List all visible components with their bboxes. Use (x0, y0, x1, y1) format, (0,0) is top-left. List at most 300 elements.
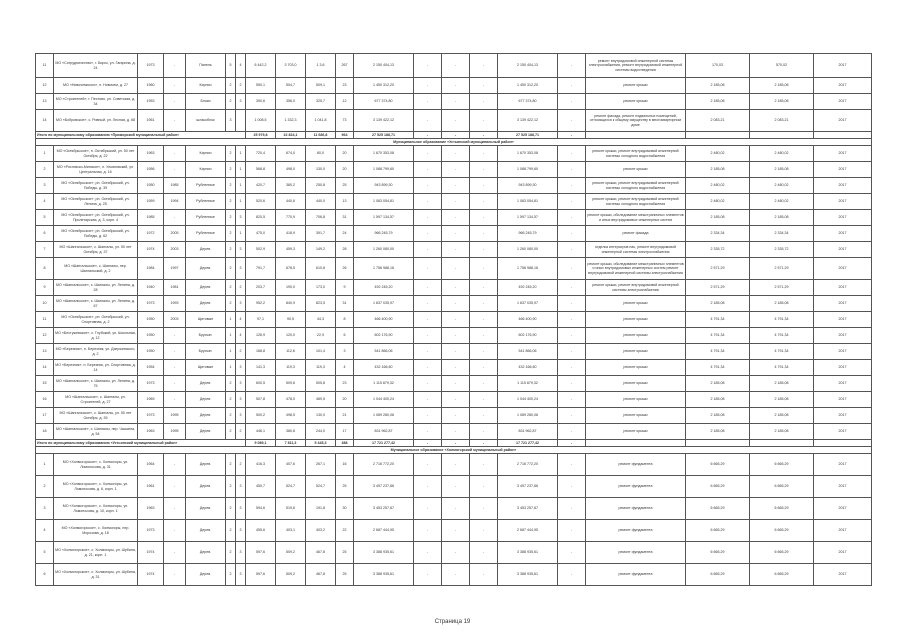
cell-cost: 1 115 879,32 (354, 376, 414, 392)
total-row (36, 132, 872, 139)
cell-c3: - (442, 360, 470, 376)
cell-p2: 570,02 (750, 54, 814, 78)
table-row (36, 242, 872, 258)
cell-c3: - (442, 54, 470, 78)
cell-yr: 2017 (814, 162, 872, 178)
cell-c3: - (442, 454, 470, 476)
cell-a2: 440,6 (276, 194, 306, 210)
table-row (36, 376, 872, 392)
table-row (36, 520, 872, 542)
cell-a2: 418,9 (276, 226, 306, 242)
cell-c3: - (442, 376, 470, 392)
total-c5: 27 525 188,71 (498, 132, 558, 139)
cell-fl: 5 (226, 54, 236, 78)
cell-p1: 2 185,08 (686, 424, 750, 440)
cell-a3: 325,7 (306, 94, 336, 110)
cell-a2: 498,5 (276, 408, 306, 424)
cell-p2: 2 480,02 (750, 194, 814, 210)
total-empty-cell (686, 440, 750, 447)
cell-area: 420,7 (246, 178, 276, 194)
cell-p1: 2 335,72 (686, 242, 750, 258)
cell-area: 6 442,2 (246, 54, 276, 78)
cell-c2: - (414, 296, 442, 312)
cell-p2: 6 665,29 (750, 542, 814, 564)
cell-c3: - (442, 408, 470, 424)
cell-cost: 1 089 280,08 (354, 408, 414, 424)
cell-year: 1969 (138, 392, 164, 408)
total-c2: - (414, 440, 442, 447)
cell-fl: 2 (226, 178, 236, 194)
cell-fl: 2 (226, 280, 236, 296)
cell-fl: 2 (226, 194, 236, 210)
cell-a3: 1 3,6 (306, 54, 336, 78)
total-res: 388 (336, 440, 354, 447)
cell-yr: 2017 (814, 312, 872, 328)
cell-year: 1973 (138, 296, 164, 312)
cell-addr: МО «Березник», п. Березник, ул. Спортивная, д. 14 (54, 360, 138, 376)
total-a3: 11 686,8 (306, 132, 336, 139)
cell-area: 450,7 (246, 476, 276, 498)
cell-mat: Дерев. (186, 258, 226, 280)
cell-c6: - (558, 376, 586, 392)
cell-a3: 244,0 (306, 424, 336, 440)
cell-yr: 2017 (814, 296, 872, 312)
cell-work: ремонт внутридомовой инженерной системы электроснабжения, ремонт внутридомовой инженерной системы водоотведения (586, 54, 686, 78)
cell-p1: 6 665,29 (686, 542, 750, 564)
cell-c4: - (470, 162, 498, 178)
cell-c3: - (442, 542, 470, 564)
cell-p2: 2 185,08 (750, 408, 814, 424)
cell-a2: 119,3 (276, 360, 306, 376)
table-row (36, 360, 872, 376)
cell-c2: - (414, 498, 442, 520)
cell-en: 3 (236, 498, 246, 520)
cell-c6: - (558, 564, 586, 586)
cell-yr: 2017 (814, 242, 872, 258)
cell-en: 1 (236, 226, 246, 242)
cell-work: ремонт крыши, обследование межстраничных элементов и иных внутридомовых инженерных систем (586, 210, 686, 226)
cell-work: ремонт фасада (586, 226, 686, 242)
cell-year: 1973 (138, 408, 164, 424)
cell-en: 2 (236, 424, 246, 440)
cell-cost: 677 374,80 (354, 94, 414, 110)
cell-a3: 505,8 (306, 376, 336, 392)
cell-res: 16 (336, 454, 354, 476)
cell-c5: 1 756 988,16 (498, 258, 558, 280)
cell-a3: 191,8 (306, 498, 336, 520)
cell-c3: - (442, 498, 470, 520)
total-empty-cell (586, 440, 686, 447)
cell-c3: - (442, 242, 470, 258)
cell-c6: - (558, 194, 586, 210)
table-row (36, 258, 872, 280)
table-row (36, 542, 872, 564)
cell-c3: - (442, 424, 470, 440)
cell-c4: - (470, 498, 498, 520)
cell-year: 1974 (138, 242, 164, 258)
cell-c4: - (470, 210, 498, 226)
total-row (36, 440, 872, 447)
cell-mat: Дерев. (186, 542, 226, 564)
cell-mat: Рубленные (186, 194, 226, 210)
total-a3: 5 445,3 (306, 440, 336, 447)
cell-p2: 2 185,08 (750, 296, 814, 312)
cell-rec: - (164, 94, 186, 110)
table-row (36, 94, 872, 110)
cell-p2: 2 185,08 (750, 210, 814, 226)
cell-fl: 2 (226, 520, 236, 542)
total-area: 9 089,1 (246, 440, 276, 447)
cell-c3: - (442, 194, 470, 210)
cell-area: 416,3 (246, 454, 276, 476)
cell-c2: - (414, 392, 442, 408)
cell-rec: 1985 (164, 178, 186, 194)
cell-p1: 2 185,08 (686, 162, 750, 178)
cell-c2: - (414, 146, 442, 162)
cell-a3: 44,3 (306, 312, 336, 328)
cell-c4: - (470, 520, 498, 542)
cell-fl: 2 (226, 296, 236, 312)
cell-yr: 2017 (814, 280, 872, 296)
total-empty-cell (814, 132, 872, 139)
cell-c6: - (558, 360, 586, 376)
cell-yr: 2017 (814, 54, 872, 78)
table-row (36, 408, 872, 424)
cell-work: ремонт крыши, обследование межстраничных элементов и иных внутридомовых инженерных систем ремонт внутридомовой инженерной системы электроснабжения (586, 258, 686, 280)
cell-c2: - (414, 78, 442, 94)
cell-a3: 467,8 (306, 542, 336, 564)
cell-a3: 149,2 (306, 242, 336, 258)
cell-p2: 2 480,02 (750, 146, 814, 162)
cell-work: ремонт фундамента (586, 498, 686, 520)
cell-work: ремонт крыши (586, 94, 686, 110)
cell-fl: 2 (226, 564, 236, 586)
cell-n: 2 (36, 162, 54, 178)
cell-c5: 1 450 312,20 (498, 78, 558, 94)
cell-work: ремонт крыши (586, 296, 686, 312)
cell-fl: 2 (226, 162, 236, 178)
cell-c3: - (442, 178, 470, 194)
cell-a3: 22,9 (306, 328, 336, 344)
cell-addr: МО «Шангальское», с. Шангалы, пер. Шангальский, д. 2 (54, 258, 138, 280)
cell-p1: 2 083,21 (686, 110, 750, 132)
total-empty-cell (586, 132, 686, 139)
cell-res: 4 (336, 360, 354, 376)
cell-res: 25 (336, 564, 354, 586)
cell-res: 17 (336, 424, 354, 440)
cell-res: 21 (336, 408, 354, 424)
cell-rec: - (164, 360, 186, 376)
total-c6: - (558, 132, 586, 139)
cell-c4: - (470, 258, 498, 280)
cell-res: 6 (336, 328, 354, 344)
cell-c3: - (442, 110, 470, 132)
cell-a3: 250,8 (306, 178, 336, 194)
cell-en: 3 (236, 376, 246, 392)
cell-res: 3 (336, 344, 354, 360)
cell-rec: - (164, 328, 186, 344)
cell-c4: - (470, 296, 498, 312)
cell-n: 4 (36, 520, 54, 542)
total-label: Итого по муниципальному образованию «Приморский муниципальный район» (36, 132, 246, 139)
cell-en: 2 (236, 280, 246, 296)
total-empty-cell (686, 132, 750, 139)
cell-n: 4 (36, 194, 54, 210)
cell-a2: 478,0 (276, 392, 306, 408)
cell-fl: 2 (226, 408, 236, 424)
cell-addr: МО «Шангальское», с. Шангалы, ул. Строителей, д. 27 (54, 392, 138, 408)
cell-year: 1950 (138, 178, 164, 194)
cell-p2: 2 334,34 (750, 226, 814, 242)
table-row (36, 210, 872, 226)
cell-mat: Брусчат. (186, 328, 226, 344)
cell-c5: 3 388 935,61 (498, 542, 558, 564)
cell-c2: - (414, 424, 442, 440)
cell-res: 20 (336, 162, 354, 178)
total-empty-cell (750, 440, 814, 447)
cell-c2: - (414, 242, 442, 258)
cell-c4: - (470, 454, 498, 476)
cell-rec: - (164, 54, 186, 78)
cell-p2: 4 791,34 (750, 344, 814, 360)
cell-p1: 2 480,02 (686, 178, 750, 194)
cell-c3: - (442, 226, 470, 242)
cell-addr: МО «Холмогорское», с. Холмогоры, ул. Шубина, д. 21, корп. 1 (54, 542, 138, 564)
cell-year: 1953 (138, 94, 164, 110)
cell-c3: - (442, 146, 470, 162)
cell-p2: 6 665,29 (750, 498, 814, 520)
cell-addr: МО «Октябрьское», рп. Октябрьский, ул. Ленина, д. 25 (54, 194, 138, 210)
cell-res: 25 (336, 476, 354, 498)
repair-program-table (35, 53, 872, 586)
cell-work: ремонт крыши, ремонт внутридомовой инженерной системы холодного водоснабжения (586, 146, 686, 162)
cell-yr: 2017 (814, 78, 872, 94)
cell-c2: - (414, 210, 442, 226)
cell-a3: 524,7 (306, 476, 336, 498)
cell-year: 1984 (138, 258, 164, 280)
cell-rec: - (164, 564, 186, 586)
cell-c2: - (414, 344, 442, 360)
cell-fl: 1 (226, 312, 236, 328)
cell-a2: 407,6 (276, 454, 306, 476)
cell-c5: 831 962,87 (498, 424, 558, 440)
cell-a3: 1 041,8 (306, 110, 336, 132)
table-row (36, 476, 872, 498)
table-row (36, 146, 872, 162)
cell-a2: 678,5 (276, 258, 306, 280)
cell-rec: - (164, 392, 186, 408)
cell-work: ремонт крыши (586, 162, 686, 178)
cell-res: 23 (336, 376, 354, 392)
cell-c4: - (470, 178, 498, 194)
total-c5: 17 721 277,42 (498, 440, 558, 447)
cell-a3: 440,0 (306, 194, 336, 210)
cell-addr: МО «Березник», п. Березник, ул. Дзержинского, д. 2 (54, 344, 138, 360)
cell-res: 8 (336, 312, 354, 328)
cell-n: 12 (36, 328, 54, 344)
cell-res: 12 (336, 94, 354, 110)
cell-a3: 130,0 (306, 408, 336, 424)
cell-year: 1956 (138, 162, 164, 178)
cell-work: ремонт крыши, ремонт внутридомовой инженерной системы электроснабжения (586, 280, 686, 296)
cell-yr: 2017 (814, 94, 872, 110)
cell-p2: 6 665,29 (750, 476, 814, 498)
cell-c5: 602 176,90 (498, 328, 558, 344)
cell-n: 12 (36, 78, 54, 94)
cell-mat: Дерев. (186, 392, 226, 408)
cell-c6: - (558, 454, 586, 476)
table-row (36, 344, 872, 360)
total-empty-cell (750, 132, 814, 139)
cell-a3: 130,0 (306, 162, 336, 178)
cell-year: 1972 (138, 226, 164, 242)
cell-res: 9 (336, 280, 354, 296)
cell-addr: МО «Шангальское», с. Шангалы, пер. Чашанга, д. 54 (54, 424, 138, 440)
cell-cost: 432 166,60 (354, 360, 414, 376)
cell-addr: МО «Октябрьское», рп. Октябрьский, ул. Победы, д. 62 (54, 226, 138, 242)
cell-cost: 3 388 935,61 (354, 564, 414, 586)
cell-cost: 1 756 988,16 (354, 258, 414, 280)
cell-c5: 432 166,60 (498, 360, 558, 376)
cell-n: 15 (36, 376, 54, 392)
cell-area: 446,1 (246, 424, 276, 440)
cell-addr: МО «Шангальское», с. Шангалы, ул. Ленина, д. 28 (54, 280, 138, 296)
cell-n: 6 (36, 226, 54, 242)
cell-p1: 2 571,29 (686, 258, 750, 280)
cell-a2: 1 332,3 (276, 110, 306, 132)
cell-addr: МО «Холмогорское», с. Холмогоры, пер. Морозова, д. 18 (54, 520, 138, 542)
cell-year: 1950 (138, 312, 164, 328)
cell-addr: МО «Бобровское», с. Ровный, ул. Лесная, д. 68 (54, 110, 138, 132)
cell-en: 1 (236, 162, 246, 178)
cell-en: 3 (236, 210, 246, 226)
cell-yr: 2017 (814, 454, 872, 476)
cell-n: 8 (36, 258, 54, 280)
table-row (36, 178, 872, 194)
table-row (36, 194, 872, 210)
cell-mat: Блоки (186, 94, 226, 110)
cell-c6: - (558, 78, 586, 94)
cell-a3: 119,3 (306, 360, 336, 376)
cell-p2: 2 185,08 (750, 392, 814, 408)
cell-n: 9 (36, 280, 54, 296)
cell-cost: 943 899,30 (354, 178, 414, 194)
cell-c2: - (414, 408, 442, 424)
table-row (36, 78, 872, 94)
cell-p2: 4 791,34 (750, 328, 814, 344)
total-c3: - (442, 440, 470, 447)
cell-c4: - (470, 392, 498, 408)
cell-work: ремонт крыши (586, 360, 686, 376)
cell-c3: - (442, 258, 470, 280)
cell-en: 3 (236, 296, 246, 312)
cell-rec: 2003 (164, 242, 186, 258)
cell-work: ремонт крыши (586, 424, 686, 440)
cell-c5: 3 139 422,12 (498, 110, 558, 132)
cell-c5: 1 597 134,57 (498, 210, 558, 226)
cell-cost: 1 597 134,57 (354, 210, 414, 226)
cell-c6: - (558, 328, 586, 344)
cell-area: 597,6 (246, 564, 276, 586)
cell-rec: 1993 (164, 296, 186, 312)
cell-year: 1940 (138, 280, 164, 296)
cell-c5: 1 837 035,97 (498, 296, 558, 312)
cell-area: 203,7 (246, 280, 276, 296)
total-c3: - (442, 132, 470, 139)
cell-n: 13 (36, 94, 54, 110)
cell-c2: - (414, 564, 442, 586)
cell-p2: 2 571,29 (750, 280, 814, 296)
cell-fl: 2 (226, 476, 236, 498)
cell-work: ремонт крыши (586, 376, 686, 392)
cell-rec: - (164, 376, 186, 392)
cell-en: 4 (236, 328, 246, 344)
cell-addr: МО «Шангальское», с. Шангалы, ул. 50 лет Октября, д. 37 (54, 242, 138, 258)
cell-addr: МО «Октябрьское», рп. Октябрьский, ул. Спортивная, д. 2 (54, 312, 138, 328)
cell-p2: 2 480,02 (750, 178, 814, 194)
cell-cost: 3 497 237,66 (354, 476, 414, 498)
cell-addr: МО «Октябрьское», рп. Октябрьский, ул. Победы, д. 39 (54, 178, 138, 194)
cell-year: 1973 (138, 520, 164, 542)
cell-p1: 2 185,08 (686, 296, 750, 312)
cell-p2: 2 185,08 (750, 424, 814, 440)
cell-c6: - (558, 226, 586, 242)
cell-a2: 459,3 (276, 242, 306, 258)
cell-a2: 380,8 (276, 424, 306, 440)
total-res: 964 (336, 132, 354, 139)
cell-n: 10 (36, 296, 54, 312)
cell-c2: - (414, 258, 442, 280)
cell-en: 3 (236, 476, 246, 498)
cell-year: 1985 (138, 210, 164, 226)
cell-c5: 3 453 257,87 (498, 498, 558, 520)
cell-work: ремонт крыши (586, 408, 686, 424)
cell-area: 97,1 (246, 312, 276, 328)
total-c2: - (414, 132, 442, 139)
cell-a3: 467,8 (306, 564, 336, 586)
cell-cost: 1 044 400,24 (354, 392, 414, 408)
cell-res: 31 (336, 210, 354, 226)
cell-n: 3 (36, 178, 54, 194)
table-row (36, 296, 872, 312)
cell-year: 1961 (138, 476, 164, 498)
cell-area: 720,4 (246, 146, 276, 162)
cell-a3: 823,5 (306, 296, 336, 312)
cell-a3: 391,7 (306, 226, 336, 242)
cell-area: 594,6 (246, 498, 276, 520)
cell-work: ремонт крыши, ремонт внутридомовой инженерной системы холодного водоснабжения (586, 178, 686, 194)
cell-c6: - (558, 498, 586, 520)
cell-year: 1963 (138, 498, 164, 520)
cell-c5: 1 089 280,08 (498, 408, 558, 424)
cell-yr: 2017 (814, 542, 872, 564)
cell-yr: 2017 (814, 344, 872, 360)
cell-work: ремонт фундамента (586, 520, 686, 542)
cell-mat: Дерев. (186, 454, 226, 476)
cell-res: 31 (336, 296, 354, 312)
section-title: Муниципальное образование «Холмогорский муниципальный район» (36, 447, 872, 454)
cell-addr: МО «Октябрьское», рп. Октябрьский, ул. Пролетарская, д. 3, корп. 4 (54, 210, 138, 226)
cell-a2: 504,7 (276, 78, 306, 94)
cell-a2: 120,0 (276, 328, 306, 344)
cell-c6: - (558, 280, 586, 296)
cell-cost: 3 388 935,61 (354, 542, 414, 564)
cell-c5: 966 245,79 (498, 226, 558, 242)
cell-c4: - (470, 226, 498, 242)
cell-en: 1 (236, 178, 246, 194)
cell-a2: 674,0 (276, 146, 306, 162)
cell-yr: 2017 (814, 258, 872, 280)
